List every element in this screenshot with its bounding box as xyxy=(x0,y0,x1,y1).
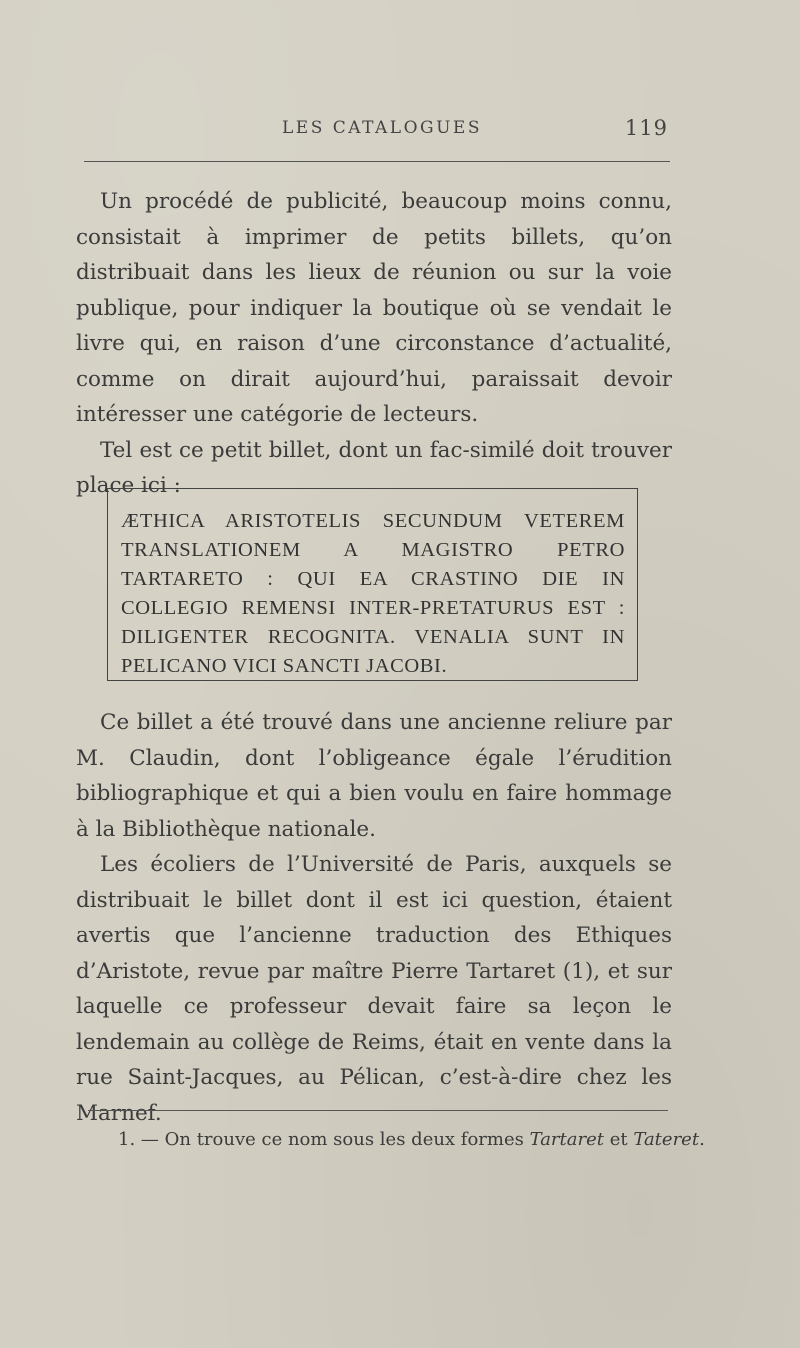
footnote-text: 1. — On trouve ce nom sous les deux formes xyxy=(118,1129,530,1150)
paragraph: Un procédé de publicité, beaucoup moins connu, consistait à imprimer de petits billets, qu’on distribuait dans les lieux de réunion ou sur la voie publique, pour indiquer la boutique où se vendait le livre qui, en raison d’une circonstance d’actualité, comme on dirait aujourd’hui, paraissait devoir intéresser une catégorie de lecteurs. xyxy=(76,189,672,427)
facsimile-notice-box: ÆTHICA ARISTOTELIS SECUNDUM VETEREM TRANSLATIONEM A MAGISTRO PETRO TARTARETO : QUI EA CRASTINO DIE IN COLLEGIO REMENSI INTER-PRETATURUS EST : DILIGENTER RECOGNITA. VENALIA SUNT IN PELICANO VICI SANCTI JACOBI. xyxy=(107,488,638,681)
page-header xyxy=(84,118,670,148)
body-text-bottom xyxy=(76,705,672,1131)
paragraph: Tel est ce petit billet, dont un fac-similé doit trouver place ici : xyxy=(76,437,672,498)
page-number: 119 xyxy=(624,116,668,140)
footnote-end: . xyxy=(699,1129,705,1150)
footnote-rule xyxy=(88,1110,668,1111)
footnote-name-2: Tateret xyxy=(633,1129,700,1150)
footnote-joiner: et xyxy=(604,1129,634,1150)
footnote-name-1: Tartaret xyxy=(529,1129,604,1150)
header-rule xyxy=(84,161,670,162)
footnote xyxy=(118,1127,705,1153)
paragraph: Les écoliers de l’Université de Paris, auxquels se distribuait le billet dont il est ici question, étaient avertis que l’ancienne traduction des Ethiques d’Aristote, revue par maître Pierre Tartaret (1), et sur laquelle ce professeur devait faire sa leçon le lendemain au collège de Reims, était en vente dans la rue Saint-Jacques, au Pélican, c’est-à-dire chez les Marnef. xyxy=(76,852,672,1126)
paragraph: Ce billet a été trouvé dans une ancienne reliure par M. Claudin, dont l’obligeance égale l’érudition bibliographique et qui a bien voulu en faire hommage à la Bibliothèque nationale. xyxy=(76,710,672,842)
running-title: LES CATALOGUES xyxy=(282,118,482,138)
body-text-top xyxy=(76,184,672,504)
